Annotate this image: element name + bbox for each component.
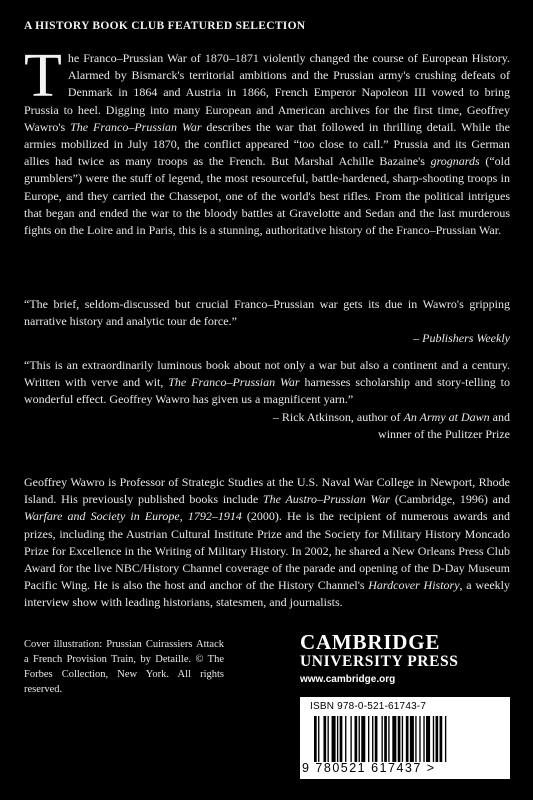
review-quote-atkinson [24, 357, 510, 443]
drop-cap: T [24, 42, 62, 110]
quote-text: “This is an extraordinarily luminous book about not only a war but also a continent and a century. Written with verve and wit, The Franco–Prussian War harnesses scholarship and story-telling to wonderful effect. Geoffrey Wawro has given us a magnificent yarn.” [24, 358, 510, 407]
cover-credit: Cover illustration: Prussian Cuirassiers Attack a French Provision Train, by Detaille. © The Forbes Collection, New York. All rights reserved. [24, 639, 224, 695]
publisher-name: CAMBRIDGE [300, 630, 441, 654]
featured-selection-header: A HISTORY BOOK CLUB FEATURED SELECTION [24, 20, 306, 32]
description-text-2: describes the war that followed in thrilling detail. While the armies mobilized in July 1870, the conflict appeared “too close to call.” Prussia and its German allies had twice as many troops as the French. But Marshal Achille Bazaine's [24, 119, 510, 169]
isbn-barcode [300, 697, 510, 779]
publisher-url: www.cambridge.org [300, 674, 396, 685]
term-grognards: grognards [430, 154, 480, 169]
barcode-digits: 9 780521 617437 > [302, 761, 436, 775]
book-description [24, 42, 510, 239]
review-quote-publishers-weekly [24, 296, 510, 348]
author-bio: Geoffrey Wawro is Professor of Strategic Studies at the U.S. Naval War College in Newport, Rhode Island. His previously published books include The Austro–Prussian War (Cambridge, 1996) and Warfare and Society in Europe, 1792–1914 (2000). He is the recipient of numerous awards and prizes, including the Austrian Cultural Institute Prize and the Society for Military History Moncado Prize for Excellence in the Writing of Military History. In 2002, he shared a New Orleans Press Club Award for the live NBC/History Channel coverage of the parade and opening of the D-Day Museum Pacific Wing. He is also the host and anchor of the History Channel's Hardcover History, a weekly interview show with leading historians, statesmen, and journalists. [24, 475, 510, 610]
publisher-subname: UNIVERSITY PRESS [300, 653, 459, 670]
quote-attribution: – Rick Atkinson, author of An Army at Dawn and [272, 409, 510, 424]
barcode-bars [314, 716, 496, 762]
quote-attribution-line2: winner of the Pulitzer Prize [378, 426, 510, 441]
description-text-1: he Franco–Prussian War of 1870–1871 violently changed the course of European History. Alarmed by Bismarck's territorial ambitions and the Prussian army's crushing defeats of Denmark in 1864 and Austria in 1866, French Emperor Napoleon III vowed to bring Prussia to heel. Digging into many European and American archives for the first time, Geoffrey Wawro's [24, 51, 510, 134]
publisher-logo [300, 631, 510, 685]
quote-text: “The brief, seldom-discussed but crucial Franco–Prussian war gets its due in Wawro's gripping narrative history and analytic tour de force.” [24, 297, 510, 329]
book-title-ref: The Franco–Prussian War [70, 119, 202, 134]
quote-attribution: – Publishers Weekly [413, 331, 510, 346]
description-text-3: (“old grumblers”) were the stuff of legend, the most resourceful, battle-hardened, sharp-shooting troops in Europe, and they carried the Chassepot, one of the world's best rifles. From the political intrigues that began and ended the war to the bloody battles at Gravelotte and Sedan and the last murderous fights on the Loire and in Paris, this is a stunning, authoritative history of the Franco–Prussian War. [24, 154, 510, 238]
isbn-label: ISBN 978-0-521-61743-7 [310, 701, 427, 712]
